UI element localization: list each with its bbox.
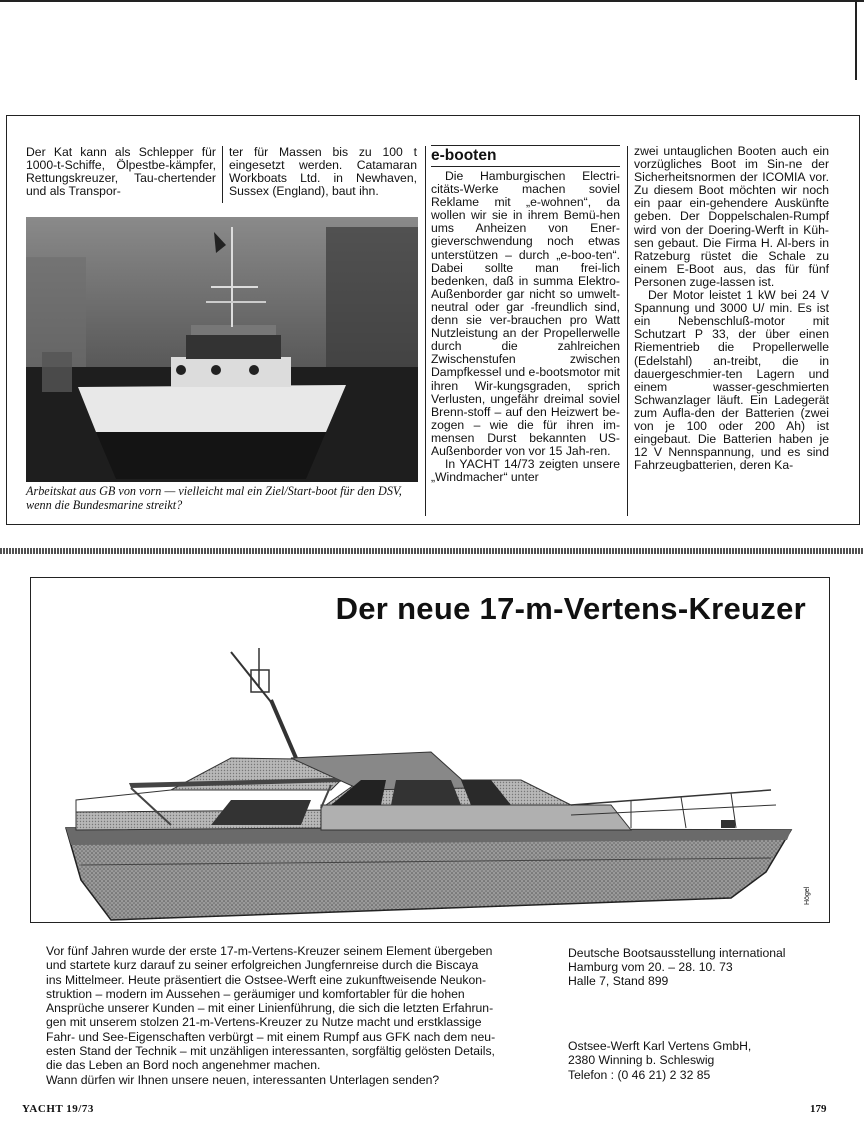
- ad-body-line: gen mit unserem stolzen 21-m-Vertens-Kreuzer zu Nutze macht und erstklassige: [46, 1015, 482, 1030]
- ad-body-line: Ansprüche unserer Kunden – mit einer Linienführung, die sich die letzten Erfahrun-: [46, 1001, 494, 1016]
- photo-caption: Arbeitskat aus GB von vorn — vielleicht mal ein Ziel/Start-boot für den DSV, wenn die Bundesmarine streikt?: [26, 484, 402, 512]
- address-line: Telefon : (0 46 21) 2 32 85: [568, 1067, 711, 1082]
- section-heading: [431, 145, 620, 167]
- expo-line: Hamburg vom 20. – 28. 10. 73: [568, 960, 733, 974]
- ad-body-line: Vor fünf Jahren wurde der erste 17-m-Vertens-Kreuzer seinem Element übergeben: [46, 944, 493, 958]
- column-rule: [425, 146, 426, 516]
- article-column-4: zwei untauglichen Booten auch ein vorzügliches Boot im Sin-ne der Sicherheitsnormen der ICOMIA vor. Zu diesem Boot möchten wir noch ein paar ein-gehendere Auskünfte geben. Der Doppelschalen-Rumpf wird von der Doering-Werft in Küh-sen gebaut. Die Firma H. Al-bers in Ratzeburg rüstet die Schale zu einem E-Boot aus, das für fünf Personen zuge-lassen ist. Der Motor leistet 1 kW bei 24 V Spannung und 3000 U/ min. Es ist ein Nebenschluß-motor mit Schutzart P 33, der über einen Riementrieb die Propellerwelle (Edelstahl) an-treibt, die in dauergeschmier-ten Lagern und einem wasser-geschmierten Schwanzlager läuft. Ein Ladegerät zum Aufla-den der Batterien (zwei von je 100 oder 200 Ah) ist eingebaut. Die Batterien haben je 12 V Nennspannung, und es sind Fahrzeugbatterien, deren Ka-: [634, 144, 829, 473]
- address-line: Ostsee-Werft Karl Vertens GmbH,: [568, 1039, 752, 1053]
- section-heading-text: e-booten: [431, 147, 497, 164]
- page-divider: [0, 548, 864, 554]
- article-intro-left: Der Kat kann als Schlepper für 1000-t-Schiffe, Ölpestbe-kämpfer, Rettungskreuzer, Tau-chertender und als Transpor-: [26, 145, 216, 199]
- advertisement-body: [46, 944, 546, 1087]
- footer-publication: YACHT 19/73: [22, 1103, 94, 1115]
- ad-body-line: struktion – modern im Aussehen – geräumiger und komfortabler für die hohen: [46, 986, 465, 1001]
- boat-drawing: [31, 640, 811, 925]
- ad-body-line: Fahr- und See-Eigenschaften verbürgt – mit einem Rumpf aus GFK nach dem neu-: [46, 1029, 496, 1044]
- article-column-3: Die Hamburgischen Electri-citäts-Werke machen soviel Reklame mit „e-wohnen“, da wollen wir sie in ihrem Bemü-hen ums Anheizen von Ener-gieverschwendung noch etwas unterstützen – durch „e-boo-ten“. Dabei sollte man frei-lich bedenken, daß in summa Elektro-Außenborder gar nicht so umwelt-neutral oder gar -freundlich sind, denn sie ver-brauchen pro Watt Nutzleistung an der Propellerwelle durch die zahlreichen Zwischenstufen zwischen Dampfkessel und e-bootsmotor mit ihren Wir-kungsgraden, sprich Verlusten, ungefähr dreimal soviel Brenn-stoff – auf den Heizwert be-zogen – wie die für ihren im-mensen Durst bekannten US-Außenborder von vor 15 Jah-ren. In YACHT 14/73 zeigten unsere „Windmacher“ unter: [431, 169, 620, 485]
- expo-line: Halle 7, Stand 899: [568, 974, 669, 988]
- article-intro-right: ter für Massen bis zu 100 t eingesetzt werden. Catamaran Workboats Ltd. in Newhaven, Sussex (England), baut ihn.: [229, 145, 417, 199]
- column-rule: [222, 146, 223, 203]
- company-address: [568, 1039, 828, 1082]
- catamaran-photo: [26, 217, 418, 482]
- ad-body-line: esten Stand der Technik – mit unzähligen interessanten, sorgfältig gelösten Details,: [46, 1044, 495, 1059]
- exhibition-info: [568, 946, 828, 988]
- expo-line: Deutsche Bootsausstellung international: [568, 946, 786, 960]
- footer-page-number: 179: [810, 1103, 827, 1115]
- ad-body-line: Wann dürfen wir Ihnen unsere neuen, interessanten Unterlagen senden?: [46, 1072, 440, 1087]
- column-rule: [627, 146, 628, 516]
- address-line: 2380 Winning b. Schleswig: [568, 1053, 715, 1068]
- catamaran-photo-image: [26, 217, 418, 482]
- ad-body-line: ins Mittelmeer. Heute präsentiert die Ostsee-Werft eine zukunftweisende Neukon-: [46, 972, 487, 987]
- page-top-rule: [0, 0, 864, 2]
- boat-illustration: [31, 640, 811, 930]
- advertisement-title: Der neue 17-m-Vertens-Kreuzer: [335, 591, 806, 626]
- ad-body-line: und startete kurz darauf zu seiner erfolgreichen Jungfernreise durch die Biscaya: [46, 958, 479, 973]
- ad-body-line: die das Leben an Bord noch angenehmer machen.: [46, 1058, 321, 1073]
- page-edge-rule: [855, 0, 857, 80]
- artist-signature: Högel: [804, 886, 811, 905]
